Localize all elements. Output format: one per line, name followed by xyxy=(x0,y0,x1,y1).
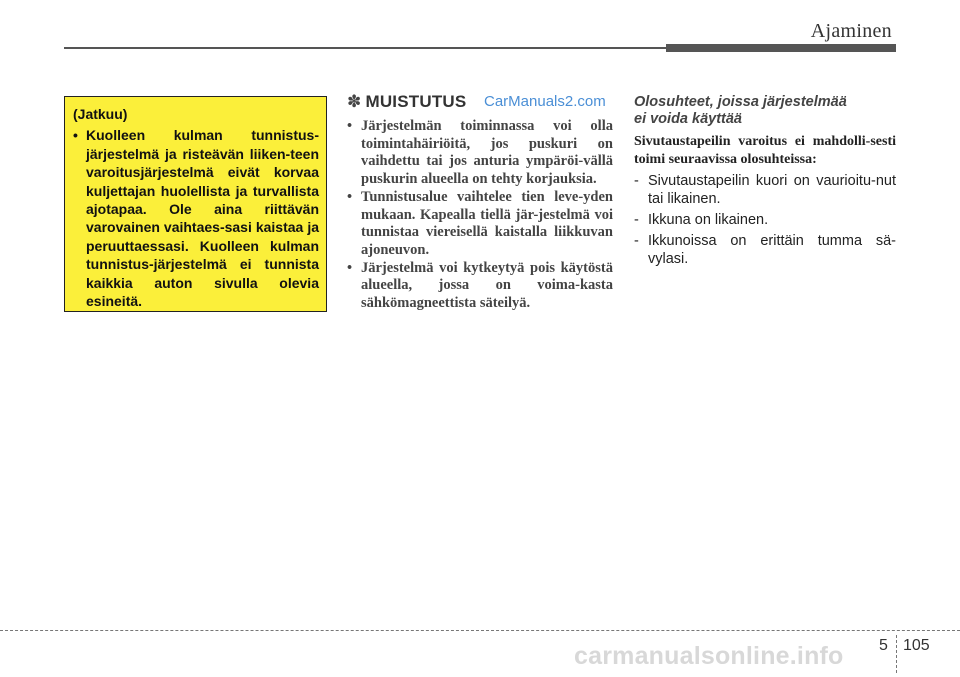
condition-item-text: Sivutaustapeilin kuori on vaurioitu-nut tai likainen. xyxy=(648,173,896,207)
conditions-heading-line: ei voida käyttää xyxy=(634,111,742,127)
condition-item-text: Ikkunoissa on erittäin tumma sä-vylasi. xyxy=(648,233,896,267)
conditions-heading-line: Olosuhteet, joissa järjestelmää xyxy=(634,94,847,110)
dash: - xyxy=(634,233,639,249)
note-heading xyxy=(347,92,466,112)
note-symbol-icon: ✽ xyxy=(347,92,362,111)
bullet: • xyxy=(73,127,78,144)
note-item-text: Tunnistusalue vaihtelee tien leve-yden mukaan. Kapealla tiellä jär-jestelmä voi tunnistaa viereisellä kaistalla liikkuvan ajoneuvon. xyxy=(361,188,613,258)
chapter-title: Ajaminen xyxy=(810,20,892,42)
footer-rule xyxy=(0,630,960,631)
page-number: 105 xyxy=(903,637,930,654)
note-item-text: Järjestelmä voi kytkeytyä pois käytöstä alueella, jossa on voima-kasta sähkömagneettista säteilyä. xyxy=(361,259,613,312)
site-watermark: carmanualsonline.info xyxy=(574,642,844,670)
note-item xyxy=(347,189,613,260)
note-item xyxy=(347,118,613,189)
note-list xyxy=(347,118,613,313)
caution-item-text: Kuolleen kulman tunnistus-järjestelmä ja risteävän liiken-teen varoitusjärjestelmä eivät korvaa kuljettajan huolellista ja turvallista ajotapaa. Ole aina riittävän varovainen vaihtaes-sasi kaistaa ja peruuttaessasi. Kuolleen kulman tunnistus-järjestelmä ei tunnista kaikkia auton sivulla olevia esineitä. xyxy=(86,127,319,310)
condition-item xyxy=(634,172,896,208)
conditions-list xyxy=(634,172,896,271)
caution-heading: (Jatkuu) xyxy=(73,106,128,122)
condition-item xyxy=(634,211,896,229)
conditions-heading xyxy=(634,94,896,128)
condition-item xyxy=(634,232,896,268)
dash: - xyxy=(634,173,639,189)
header-bar xyxy=(666,44,896,52)
bullet: • xyxy=(347,259,353,276)
caution-box xyxy=(64,96,327,312)
bullet: • xyxy=(347,188,353,205)
note-heading-text: MUISTUTUS xyxy=(365,92,467,111)
dash: - xyxy=(634,212,639,228)
note-item-text: Järjestelmän toiminnassa voi olla toimintahäiriöitä, jos puskuri on vaihdettu tai jos anturia ympäröi-vällä puskurin alueella on tehty korjauksia. xyxy=(361,118,613,188)
section-number: 5 xyxy=(879,637,888,654)
carmanuals-watermark: CarManuals2.com xyxy=(484,93,606,110)
caution-item xyxy=(73,126,319,310)
note-item xyxy=(347,260,613,313)
page-divider xyxy=(896,635,897,673)
header-rule xyxy=(64,47,666,49)
bullet: • xyxy=(347,118,353,134)
condition-item-text: Ikkuna on likainen. xyxy=(648,212,769,228)
conditions-intro: Sivutaustapeilin varoitus ei mahdolli-sesti toimi seuraavissa olosuhteissa: xyxy=(634,134,896,167)
